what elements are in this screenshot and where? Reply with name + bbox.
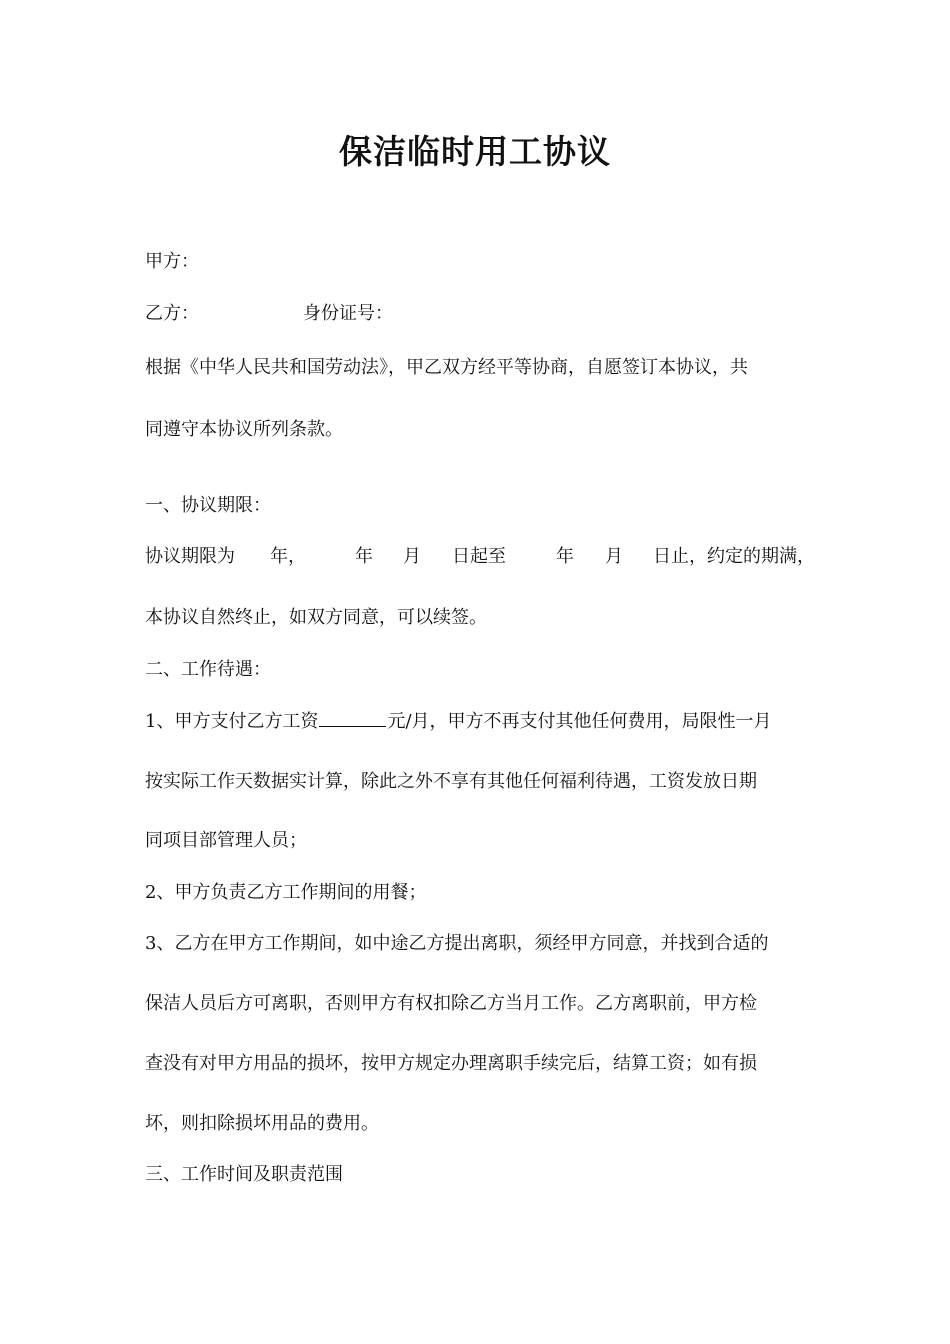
section1-heading: 一、协议期限： [145,495,271,516]
term-part-4: 月 [403,546,421,567]
section3-heading: 三、工作时间及职责范围 [145,1164,343,1185]
term-part-5: 日起至 [452,546,506,567]
resign-line-2: 保洁人员后方可离职，否则甲方有权扣除乙方当月工作。乙方离职前，甲方检 [145,993,757,1014]
party-a-label: 甲方： [145,251,199,272]
party-b-label: 乙方： [145,303,199,324]
wage-blank [319,708,386,727]
wage-text-2: 元/月，甲方不再支付其他任何费用，局限性一月 [387,711,772,732]
intro-line-2: 同遵守本协议所列条款。 [145,419,343,440]
resign-line-1: 3、乙方在甲方工作期间，如中途乙方提出离职，须经甲方同意，并找到合适的 [145,933,769,954]
id-number-label: 身份证号： [303,303,393,324]
wage-text-1: 1、甲方支付乙方工资 [145,711,319,732]
party-b-line [145,302,199,326]
term-part-1: 协议期限为 [145,546,235,567]
term-part-6: 年 [556,546,574,567]
meal-clause: 2、甲方负责乙方工作期间的用餐； [145,882,427,903]
wage-line-3: 同项目部管理人员； [145,830,307,851]
term-part-7: 月 [605,546,623,567]
resign-line-4: 坏，则扣除损坏用品的费用。 [145,1113,379,1134]
term-line-2: 本协议自然终止，如双方同意，可以续签。 [145,607,487,628]
section2-heading: 二、工作待遇： [145,659,271,680]
wage-line-1 [145,708,772,734]
document-title: 保洁临时用工协议 [339,132,611,171]
intro-line-1: 根据《中华人民共和国劳动法》，甲乙双方经平等协商，自愿签订本协议，共 [145,357,748,378]
term-part-3: 年 [355,546,373,567]
wage-line-2: 按实际工作天数据实计算，除此之外不享有其他任何福利待遇，工资发放日期 [145,771,757,792]
term-part-8: 日止，约定的期满， [653,546,815,567]
term-part-2: 年， [270,546,306,567]
resign-line-3: 查没有对甲方用品的损坏，按甲方规定办理离职手续完后，结算工资；如有损 [145,1053,757,1074]
